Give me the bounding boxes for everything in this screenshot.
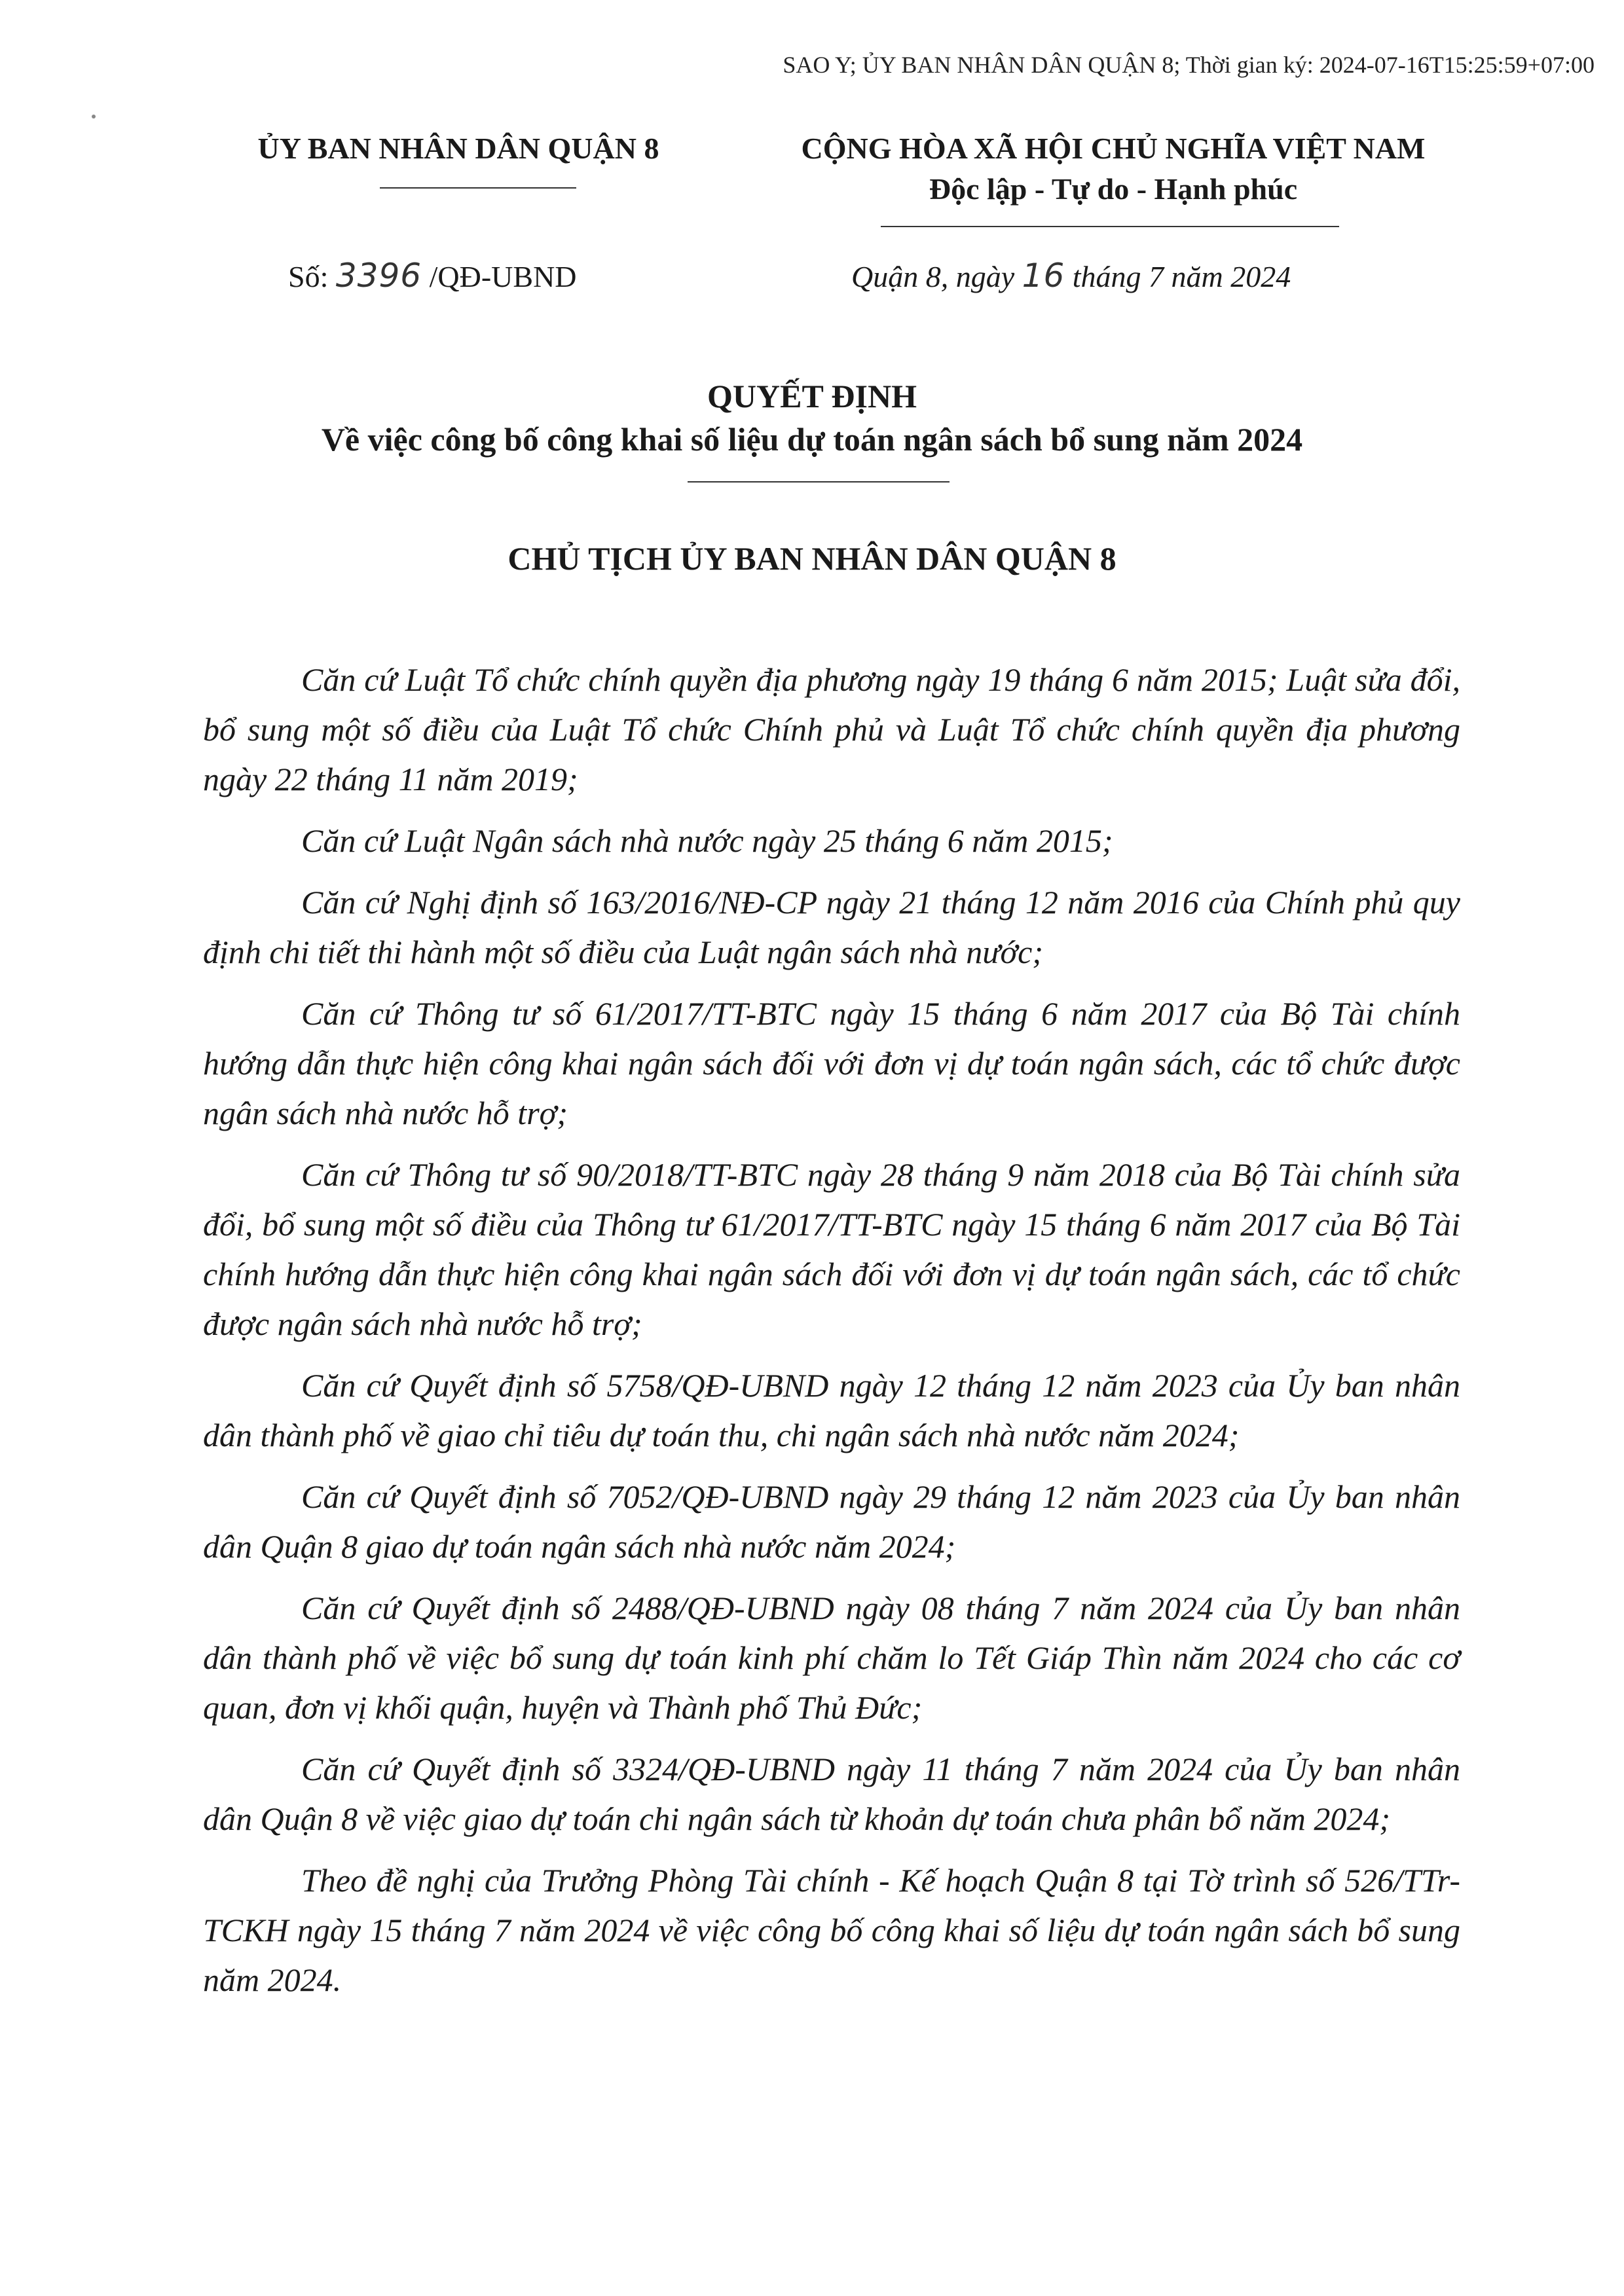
legal-basis-paragraph: Căn cứ Quyết định số 2488/QĐ-UBND ngày 08 tháng 7 năm 2024 của Ủy ban nhân dân thành phố về việc bổ sung dự toán kinh phí chăm lo Tết Giáp Thìn năm 2024 cho các cơ quan, đơn vị khối quận, huyện và Thành phố Thủ Đức; bbox=[203, 1590, 1460, 1726]
digital-signature-notice: SAO Y; ỦY BAN NHÂN DÂN QUẬN 8; Thời gian ký: 2024-07-16T15:25:59+07:00 bbox=[783, 52, 1595, 78]
decision-title: QUYẾT ĐỊNH bbox=[707, 378, 917, 414]
legal-basis-paragraph: Căn cứ Quyết định số 7052/QĐ-UBND ngày 29 tháng 12 năm 2023 của Ủy ban nhân dân Quận 8 giao dự toán ngân sách nhà nước năm 2024; bbox=[203, 1478, 1460, 1565]
scan-speck bbox=[92, 115, 96, 118]
legal-basis bbox=[203, 655, 1460, 2016]
legal-basis-paragraph: Căn cứ Nghị định số 163/2016/NĐ-CP ngày 21 tháng 12 năm 2016 của Chính phủ quy định chi tiết thi hành một số điều của Luật ngân sách nhà nước; bbox=[203, 884, 1460, 970]
legal-basis-paragraph: Căn cứ Luật Tổ chức chính quyền địa phương ngày 19 tháng 6 năm 2015; Luật sửa đổi, bổ sung một số điều của Luật Tổ chức Chính phủ và Luật Tổ chức chính quyền địa phương ngày 22 tháng 11 năm 2019; bbox=[203, 661, 1460, 797]
date-suffix: tháng 7 năm 2024 bbox=[1072, 260, 1291, 293]
decision-subject: Về việc công bố công khai số liệu dự toán ngân sách bổ sung năm 2024 bbox=[321, 421, 1303, 458]
national-motto: Độc lập - Tự do - Hạnh phúc bbox=[929, 172, 1298, 206]
decision-heading bbox=[0, 374, 1624, 461]
motto-underline bbox=[881, 226, 1339, 227]
document-number-suffix: /QĐ-UBND bbox=[429, 260, 577, 293]
document-number-prefix: Số: bbox=[288, 260, 329, 293]
issuer-underline bbox=[380, 187, 576, 189]
proposal-paragraph: Theo đề nghị của Trưởng Phòng Tài chính - Kế hoạch Quận 8 tại Tờ trình số 526/TTr-TCKH ngày 15 tháng 7 năm 2024 về việc công bố công khai số liệu dự toán ngân sách bổ sung năm 2024. bbox=[203, 1862, 1460, 1998]
document-number bbox=[288, 257, 577, 295]
document-number-value: 3396 bbox=[335, 257, 422, 295]
legal-basis-paragraph: Căn cứ Thông tư số 90/2018/TT-BTC ngày 28 tháng 9 năm 2018 của Bộ Tài chính sửa đổi, bổ sung một số điều của Thông tư 61/2017/TT-BTC ngày 15 tháng 6 năm 2017 của Bộ Tài chính hướng dẫn thực hiện công khai ngân sách đối với đơn vị dự toán ngân sách, các tổ chức được ngân sách nhà nước hỗ trợ; bbox=[203, 1156, 1460, 1342]
issuing-authority: CHỦ TỊCH ỦY BAN NHÂN DÂN QUẬN 8 bbox=[507, 540, 1116, 577]
legal-basis-paragraph: Căn cứ Luật Ngân sách nhà nước ngày 25 tháng 6 năm 2015; bbox=[301, 822, 1113, 859]
legal-basis-paragraph: Căn cứ Quyết định số 3324/QĐ-UBND ngày 11 tháng 7 năm 2024 của Ủy ban nhân dân Quận 8 về việc giao dự toán chi ngân sách từ khoản dự toán chưa phân bổ năm 2024; bbox=[203, 1751, 1460, 1837]
republic-name: CỘNG HÒA XÃ HỘI CHỦ NGHĨA VIỆT NAM bbox=[801, 132, 1426, 165]
issuer-block bbox=[196, 128, 720, 169]
title-underline bbox=[688, 481, 950, 483]
issuer-name: ỦY BAN NHÂN DÂN QUẬN 8 bbox=[257, 132, 659, 165]
legal-basis-paragraph: Căn cứ Quyết định số 5758/QĐ-UBND ngày 12 tháng 12 năm 2023 của Ủy ban nhân dân thành phố về giao chỉ tiêu dự toán thu, chi ngân sách nhà nước năm 2024; bbox=[203, 1367, 1460, 1453]
legal-basis-paragraph: Căn cứ Thông tư số 61/2017/TT-BTC ngày 15 tháng 6 năm 2017 của Bộ Tài chính hướng dẫn thực hiện công khai ngân sách đối với đơn vị dự toán ngân sách, các tổ chức được ngân sách nhà nước hỗ trợ; bbox=[203, 995, 1460, 1131]
date-prefix: Quận 8, ngày bbox=[851, 260, 1015, 293]
national-header bbox=[753, 128, 1473, 210]
date-day: 16 bbox=[1022, 257, 1065, 295]
document-date bbox=[851, 257, 1291, 295]
